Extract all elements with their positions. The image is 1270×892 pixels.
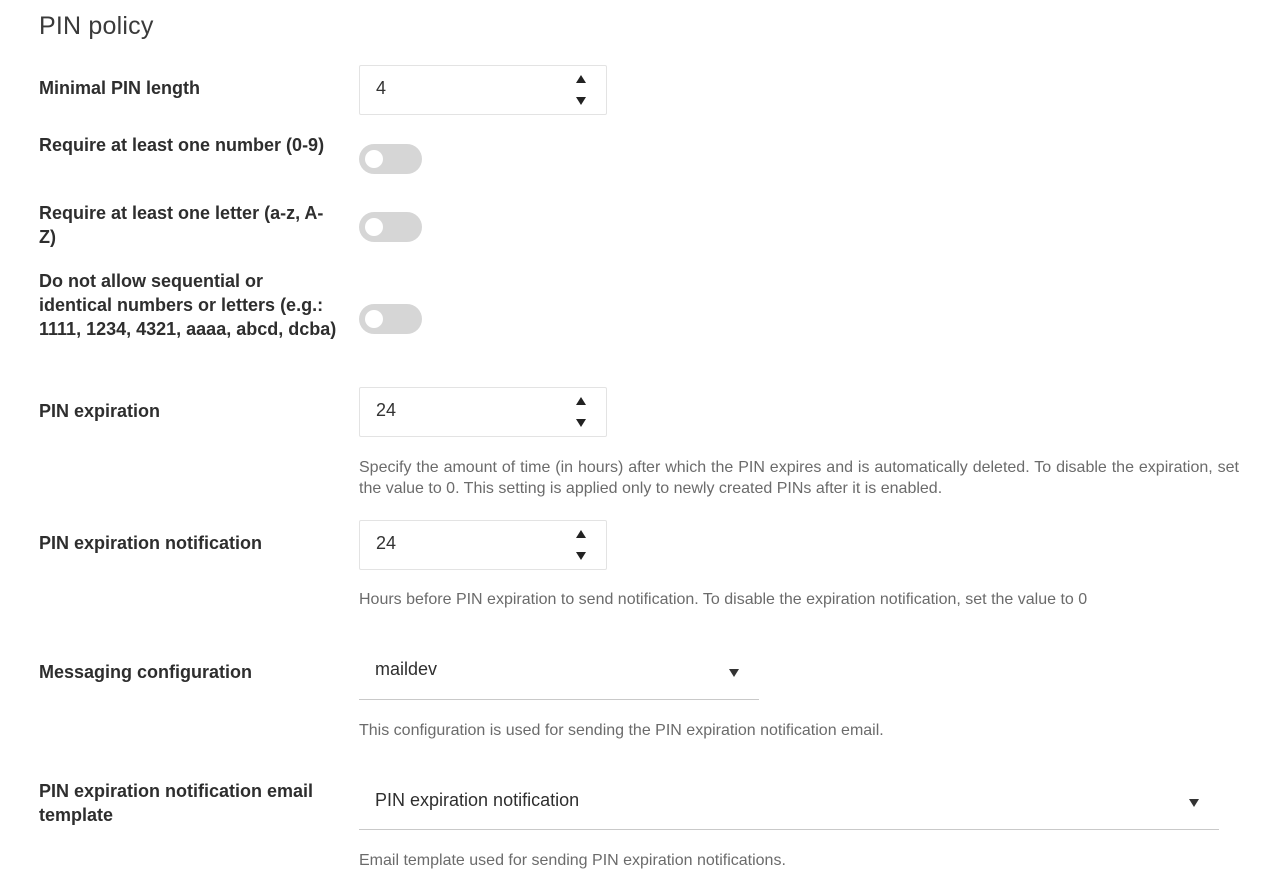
triangle-down-icon [576, 419, 586, 427]
toggle-knob [365, 150, 383, 168]
expiration-notification-label: PIN expiration notification [39, 533, 263, 553]
require-letter-label: Require at least one letter (a-z, A-Z) [39, 203, 324, 247]
require-number-label: Require at least one number (0-9) [39, 135, 325, 155]
require-letter-toggle[interactable] [359, 212, 422, 242]
expiration-input[interactable] [359, 387, 607, 437]
messaging-config-select[interactable] [359, 652, 759, 700]
min-length-decrement-button[interactable] [574, 94, 588, 108]
triangle-up-icon [576, 397, 586, 405]
messaging-config-label: Messaging configuration [39, 662, 253, 682]
expiration-notification-value: 24 [376, 533, 397, 553]
messaging-config-help: This configuration is used for sending the PIN expiration notification email. [359, 722, 884, 739]
triangle-down-icon [576, 552, 586, 560]
toggle-knob [365, 310, 383, 328]
email-template-value: PIN expiration notification [375, 790, 580, 810]
toggle-knob [365, 218, 383, 236]
min-length-increment-button[interactable] [574, 72, 588, 86]
expiration-notification-increment-button[interactable] [574, 527, 588, 541]
min-length-value: 4 [376, 78, 387, 98]
email-template-select[interactable] [359, 782, 1219, 830]
expiration-value: 24 [376, 400, 397, 420]
section-title: PIN policy [39, 12, 154, 40]
require-number-toggle[interactable] [359, 144, 422, 174]
expiration-notification-input[interactable] [359, 520, 607, 570]
caret-down-icon [729, 669, 739, 677]
expiration-notification-help: Hours before PIN expiration to send notification. To disable the expiration notification, set the value to 0 [359, 591, 1088, 608]
expiration-help: Specify the amount of time (in hours) after which the PIN expires and is automatically deleted. To disable the expiration, set the value to 0. This setting is applied only to newly created PINs after it is enabled. [359, 459, 1239, 497]
expiration-decrement-button[interactable] [574, 416, 588, 430]
expiration-label: PIN expiration [39, 401, 161, 421]
triangle-up-icon [576, 530, 586, 538]
no-sequential-label: Do not allow sequential or identical numbers or letters (e.g.: 1111, 1234, 4321, aaaa, abcd, dcba) [39, 271, 337, 339]
email-template-help: Email template used for sending PIN expiration notifications. [359, 852, 786, 869]
caret-down-icon [1189, 799, 1199, 807]
email-template-label: PIN expiration notification email template [39, 781, 314, 825]
expiration-notification-decrement-button[interactable] [574, 549, 588, 563]
expiration-increment-button[interactable] [574, 394, 588, 408]
min-length-input[interactable] [359, 65, 607, 115]
min-length-label: Minimal PIN length [39, 78, 201, 98]
triangle-down-icon [576, 97, 586, 105]
messaging-config-value: maildev [375, 659, 438, 679]
triangle-up-icon [576, 75, 586, 83]
no-sequential-toggle[interactable] [359, 304, 422, 334]
